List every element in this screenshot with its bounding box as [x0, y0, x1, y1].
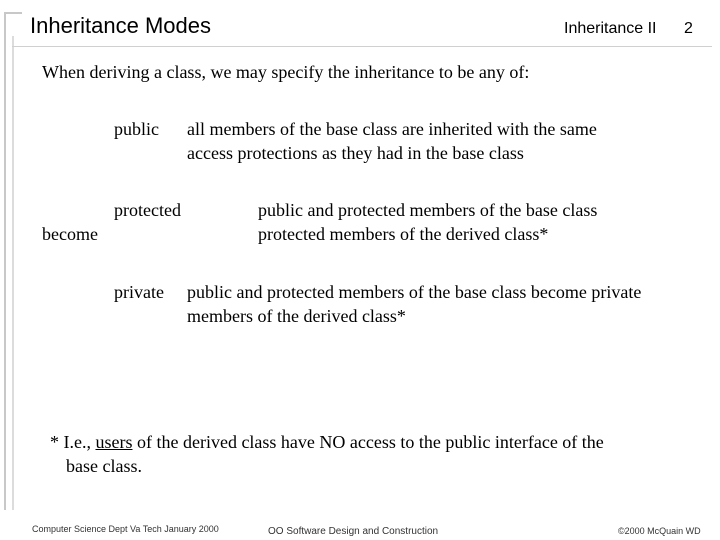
mode-desc-public-line2: access protections as they had in the base class	[187, 143, 524, 163]
mode-desc-private-line2: members of the derived class*	[187, 306, 406, 326]
mode-desc-private-line1: public and protected members of the base class become private	[187, 282, 642, 302]
footer-right: ©2000 McQuain WD	[618, 526, 701, 536]
frame-corner-top	[4, 12, 22, 14]
mode-desc-public-line1: all members of the base class are inherited with the same	[187, 119, 597, 139]
mode-side-become: become	[42, 224, 98, 244]
header-divider	[12, 46, 712, 47]
intro-text: When deriving a class, we may specify the inheritance to be any of:	[42, 62, 530, 82]
page-number: 2	[684, 20, 693, 37]
mode-desc-protected-line2: protected members of the derived class*	[258, 224, 549, 244]
mode-desc-protected-line1: public and protected members of the base class	[258, 200, 598, 220]
frame-corner-inner	[12, 36, 14, 510]
frame-corner-left	[4, 12, 6, 510]
section-title: Inheritance II	[564, 20, 657, 37]
mode-keyword-private: private	[114, 282, 164, 302]
mode-keyword-public: public	[114, 119, 159, 139]
footnote-line2: base class.	[66, 456, 142, 476]
mode-keyword-protected: protected	[114, 200, 181, 220]
footer-center: OO Software Design and Construction	[268, 526, 439, 537]
footer-left: Computer Science Dept Va Tech January 2000	[32, 524, 219, 534]
footnote-marker: *	[50, 432, 59, 452]
footnote-line1	[50, 430, 604, 454]
page-title: Inheritance Modes	[30, 13, 211, 38]
footnote-rest: of the derived class have NO access to the public interface of the	[136, 432, 604, 452]
footnote-underlined-word: users	[95, 432, 133, 452]
footnote-prefix: I.e.,	[63, 432, 91, 452]
